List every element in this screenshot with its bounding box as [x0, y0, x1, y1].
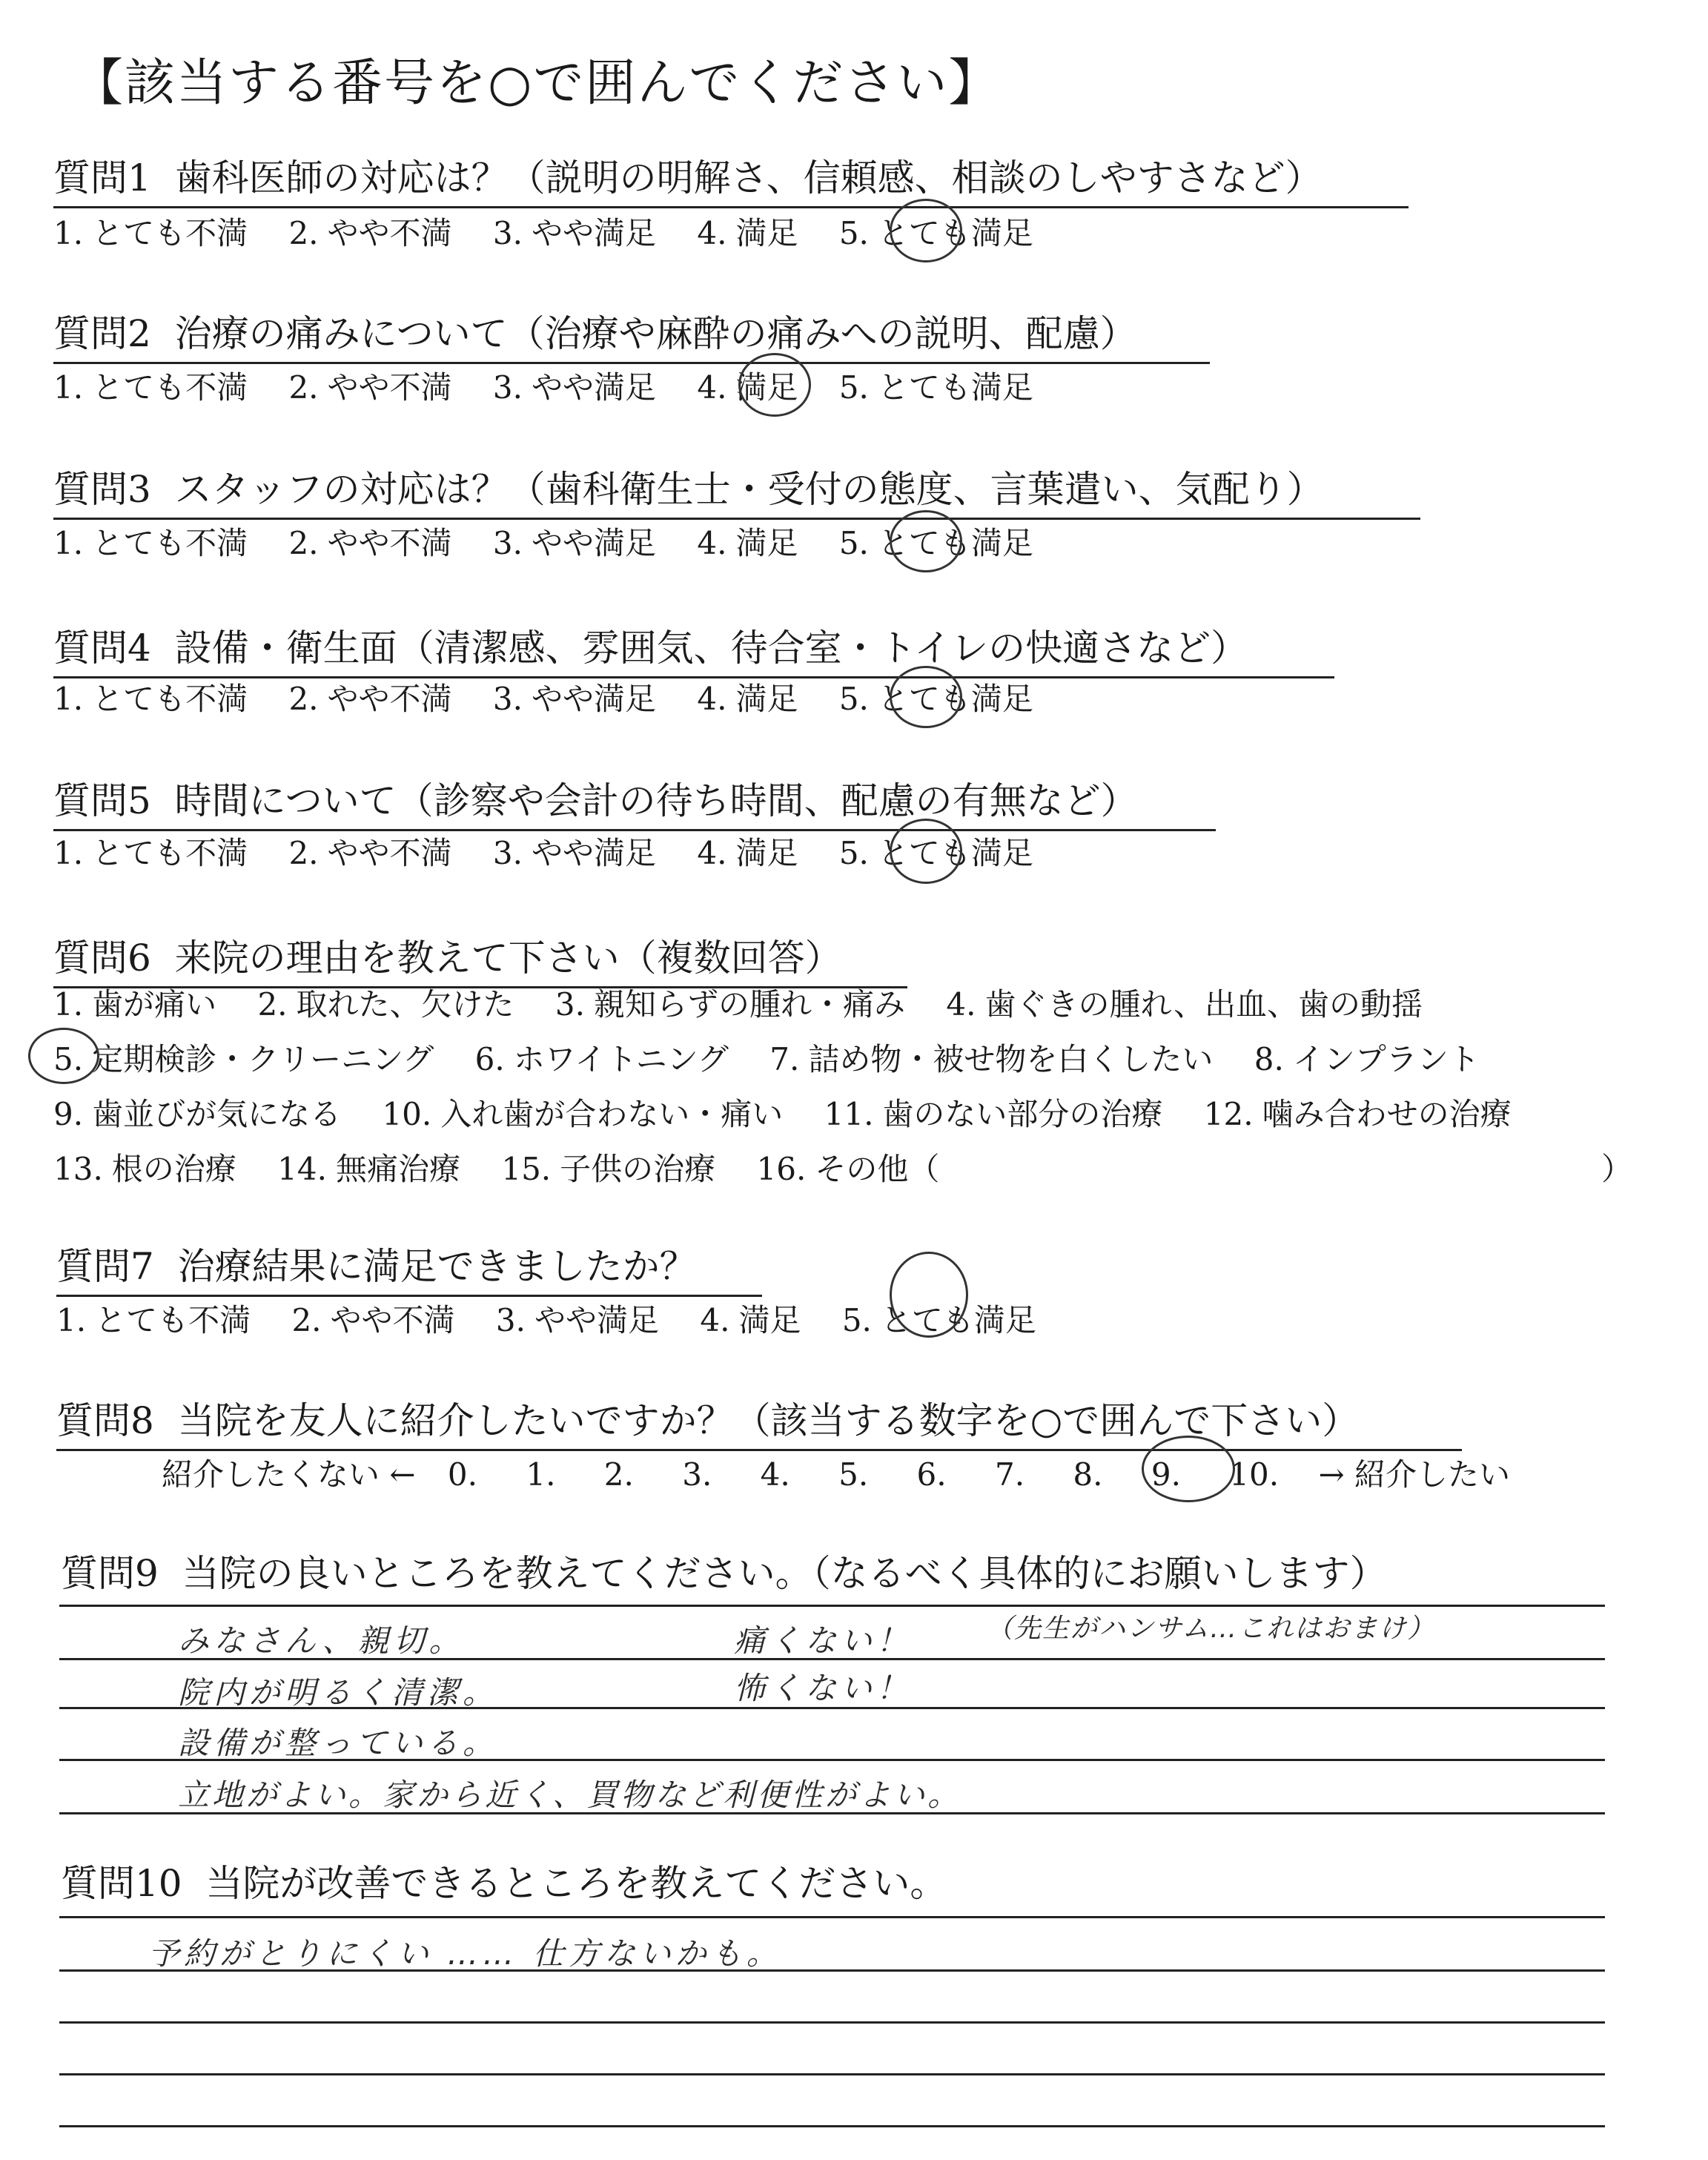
option-5[interactable]: 5. とても満足 — [838, 369, 1033, 406]
reason-option-11[interactable]: 11. 歯のない部分の治療 — [824, 1096, 1163, 1132]
question-6-header — [53, 928, 907, 988]
page-title: 【該当する番号を○で囲んでください】 — [73, 54, 1001, 113]
option-3[interactable]: 3. やや満足 — [492, 681, 656, 717]
question-label: 質問4 — [53, 627, 151, 670]
question-3-header — [53, 460, 1420, 520]
question-10-header — [61, 1854, 947, 1907]
question-8-header — [56, 1391, 1462, 1451]
question-label: 質問8 — [56, 1399, 154, 1442]
question-label: 質問1 — [53, 156, 151, 199]
reason-option-10[interactable]: 10. 入れ歯が合わない・痛い — [382, 1096, 784, 1132]
question-label: 質問7 — [56, 1245, 154, 1288]
question-label: 質問5 — [53, 779, 151, 822]
question-label: 質問10 — [61, 1862, 182, 1905]
reason-option-3[interactable]: 3. 親知らずの腫れ・痛み — [555, 986, 905, 1023]
reason-option-2[interactable]: 2. 取れた、欠けた — [257, 986, 514, 1023]
handwritten-answer: 設備が整っている。 — [178, 1725, 499, 1761]
selection-circle — [890, 666, 962, 728]
handwritten-answer: 怖くない！ — [734, 1670, 913, 1706]
answer-line — [59, 1916, 1605, 1918]
question-8-scale — [162, 1450, 1510, 1495]
option-3[interactable]: 3. やや満足 — [492, 525, 656, 561]
option-3[interactable]: 3. やや満足 — [495, 1302, 659, 1338]
question-6-row-1 — [53, 980, 1454, 1025]
question-text: 設備・衛生面（清潔感、雰囲気、待合室・トイレの快適さなど） — [174, 627, 1248, 670]
nps-0[interactable]: 0. — [447, 1456, 477, 1493]
option-4[interactable]: 4. 満足 — [697, 835, 798, 871]
question-6-row-4 — [53, 1145, 970, 1189]
question-text: スタッフの対応は？（歯科衛生士・受付の態度、言葉遣い、気配り） — [174, 468, 1324, 511]
question-text: 当院の良いところを教えてください。（なるべく具体的にお願いします） — [182, 1552, 1387, 1595]
reason-option-14[interactable]: 14. 無痛治療 — [277, 1151, 460, 1187]
option-2[interactable]: 2. やや不満 — [288, 835, 452, 871]
option-3[interactable]: 3. やや満足 — [492, 835, 656, 871]
option-1[interactable]: 1. とても不満 — [53, 835, 248, 871]
question-6-row-2 — [53, 1035, 1511, 1080]
nps-2[interactable]: 2. — [603, 1456, 634, 1493]
selection-circle — [28, 1028, 99, 1084]
answer-line — [59, 2073, 1605, 2075]
option-4[interactable]: 4. 満足 — [697, 215, 798, 251]
reason-option-4[interactable]: 4. 歯ぐきの腫れ、出血、歯の動揺 — [946, 986, 1423, 1023]
nps-9[interactable]: 9. — [1151, 1456, 1181, 1493]
option-1[interactable]: 1. とても不満 — [53, 215, 248, 251]
answer-line — [59, 1605, 1605, 1607]
option-5-selected[interactable]: 5. とても満足 — [838, 525, 1033, 561]
handwritten-answer: 痛くない！ — [734, 1622, 913, 1659]
option-1[interactable]: 1. とても不満 — [53, 525, 248, 561]
question-text: 当院が改善できるところを教えてください。 — [205, 1862, 947, 1905]
nps-4[interactable]: 4. — [760, 1456, 790, 1493]
selection-circle — [890, 199, 962, 262]
selection-circle — [890, 819, 962, 884]
question-2-options — [53, 363, 1065, 408]
nps-10-selected[interactable]: 10. — [1229, 1456, 1280, 1493]
option-4-selected[interactable]: 4. 満足 — [697, 369, 798, 406]
handwritten-answer: みなさん、親切。 — [178, 1622, 465, 1659]
reason-option-13[interactable]: 13. 根の治療 — [53, 1151, 236, 1187]
option-2[interactable]: 2. やや不満 — [288, 215, 452, 251]
option-5-selected[interactable]: 5. とても満足 — [841, 1302, 1036, 1338]
option-1[interactable]: 1. とても不満 — [56, 1302, 251, 1338]
nps-1[interactable]: 1. — [526, 1456, 556, 1493]
other-close-paren: ） — [1601, 1151, 1633, 1187]
question-label: 質問3 — [53, 468, 151, 511]
question-7-header — [56, 1237, 762, 1297]
question-1-header — [53, 148, 1409, 208]
reason-option-1[interactable]: 1. 歯が痛い — [53, 986, 217, 1023]
option-4[interactable]: 4. 満足 — [697, 681, 798, 717]
question-label: 質問9 — [61, 1552, 159, 1595]
reason-option-12[interactable]: 12. 噛み合わせの治療 — [1203, 1096, 1512, 1132]
handwritten-answer: 予約がとりにくい …… 仕方ないかも。 — [148, 1935, 782, 1972]
scale-right-label: → 紹介したい — [1318, 1456, 1510, 1493]
question-label: 質問6 — [53, 937, 151, 980]
question-text: 時間について（診察や会計の待ち時間、配慮の有無など） — [174, 779, 1138, 822]
question-2-header — [53, 304, 1210, 364]
nps-3[interactable]: 3. — [682, 1456, 712, 1493]
question-text: 治療の痛みについて（治療や麻酔の痛みへの説明、配慮） — [174, 312, 1137, 355]
question-text: 来院の理由を教えて下さい（複数回答） — [174, 937, 842, 980]
question-9-header — [61, 1544, 1387, 1597]
question-6-row-3 — [53, 1090, 1543, 1135]
selection-circle — [1142, 1436, 1235, 1502]
handwritten-answer: 立地がよい。家から近く、買物など利便性がよい。 — [178, 1777, 962, 1813]
question-text: 当院を友人に紹介したいですか？（該当する数字を○で囲んで下さい） — [177, 1399, 1360, 1442]
option-5-selected[interactable]: 5. とても満足 — [838, 835, 1033, 871]
option-5-selected[interactable]: 5. とても満足 — [838, 681, 1033, 717]
nps-5[interactable]: 5. — [838, 1456, 869, 1493]
nps-7[interactable]: 7. — [994, 1456, 1025, 1493]
reason-option-5-selected[interactable]: 5. 定期検診・クリーニング — [53, 1041, 434, 1077]
question-label: 質問2 — [53, 312, 151, 355]
answer-line — [59, 2125, 1605, 2127]
option-5-selected[interactable]: 5. とても満足 — [838, 215, 1033, 251]
option-2[interactable]: 2. やや不満 — [288, 369, 452, 406]
option-1[interactable]: 1. とても不満 — [53, 681, 248, 717]
question-4-header — [53, 618, 1334, 678]
reason-option-15[interactable]: 15. 子供の治療 — [501, 1151, 716, 1187]
scale-left-label: 紹介したくない ← — [162, 1456, 416, 1493]
question-text: 歯科医師の対応は？（説明の明解さ、信頼感、相談のしやすさなど） — [174, 156, 1323, 199]
option-4[interactable]: 4. 満足 — [700, 1302, 801, 1338]
reason-option-16[interactable]: 16. その他（ — [756, 1151, 940, 1187]
reason-option-8[interactable]: 8. インプラント — [1254, 1041, 1480, 1077]
selection-circle — [890, 1252, 968, 1338]
selection-circle — [890, 510, 962, 572]
answer-line — [59, 2021, 1605, 2024]
option-1[interactable]: 1. とても不満 — [53, 369, 248, 406]
reason-option-9[interactable]: 9. 歯並びが気になる — [53, 1096, 342, 1132]
nps-6[interactable]: 6. — [916, 1456, 947, 1493]
option-2[interactable]: 2. やや不満 — [288, 681, 452, 717]
option-3[interactable]: 3. やや満足 — [492, 369, 656, 406]
reason-option-6[interactable]: 6. ホワイトニング — [474, 1041, 729, 1077]
question-5-header — [53, 771, 1216, 831]
selection-circle — [738, 353, 811, 417]
option-3[interactable]: 3. やや満足 — [492, 215, 656, 251]
option-2[interactable]: 2. やや不満 — [288, 525, 452, 561]
question-text: 治療結果に満足できましたか？ — [177, 1245, 697, 1288]
nps-8[interactable]: 8. — [1073, 1456, 1103, 1493]
reason-option-7[interactable]: 7. 詰め物・被せ物を白くしたい — [769, 1041, 1214, 1077]
option-2[interactable]: 2. やや不満 — [291, 1302, 455, 1338]
handwritten-answer: （先生がハンサム…これはおまけ） — [986, 1614, 1436, 1644]
option-4[interactable]: 4. 満足 — [697, 525, 798, 561]
handwritten-answer: 院内が明るく清潔。 — [178, 1674, 499, 1711]
